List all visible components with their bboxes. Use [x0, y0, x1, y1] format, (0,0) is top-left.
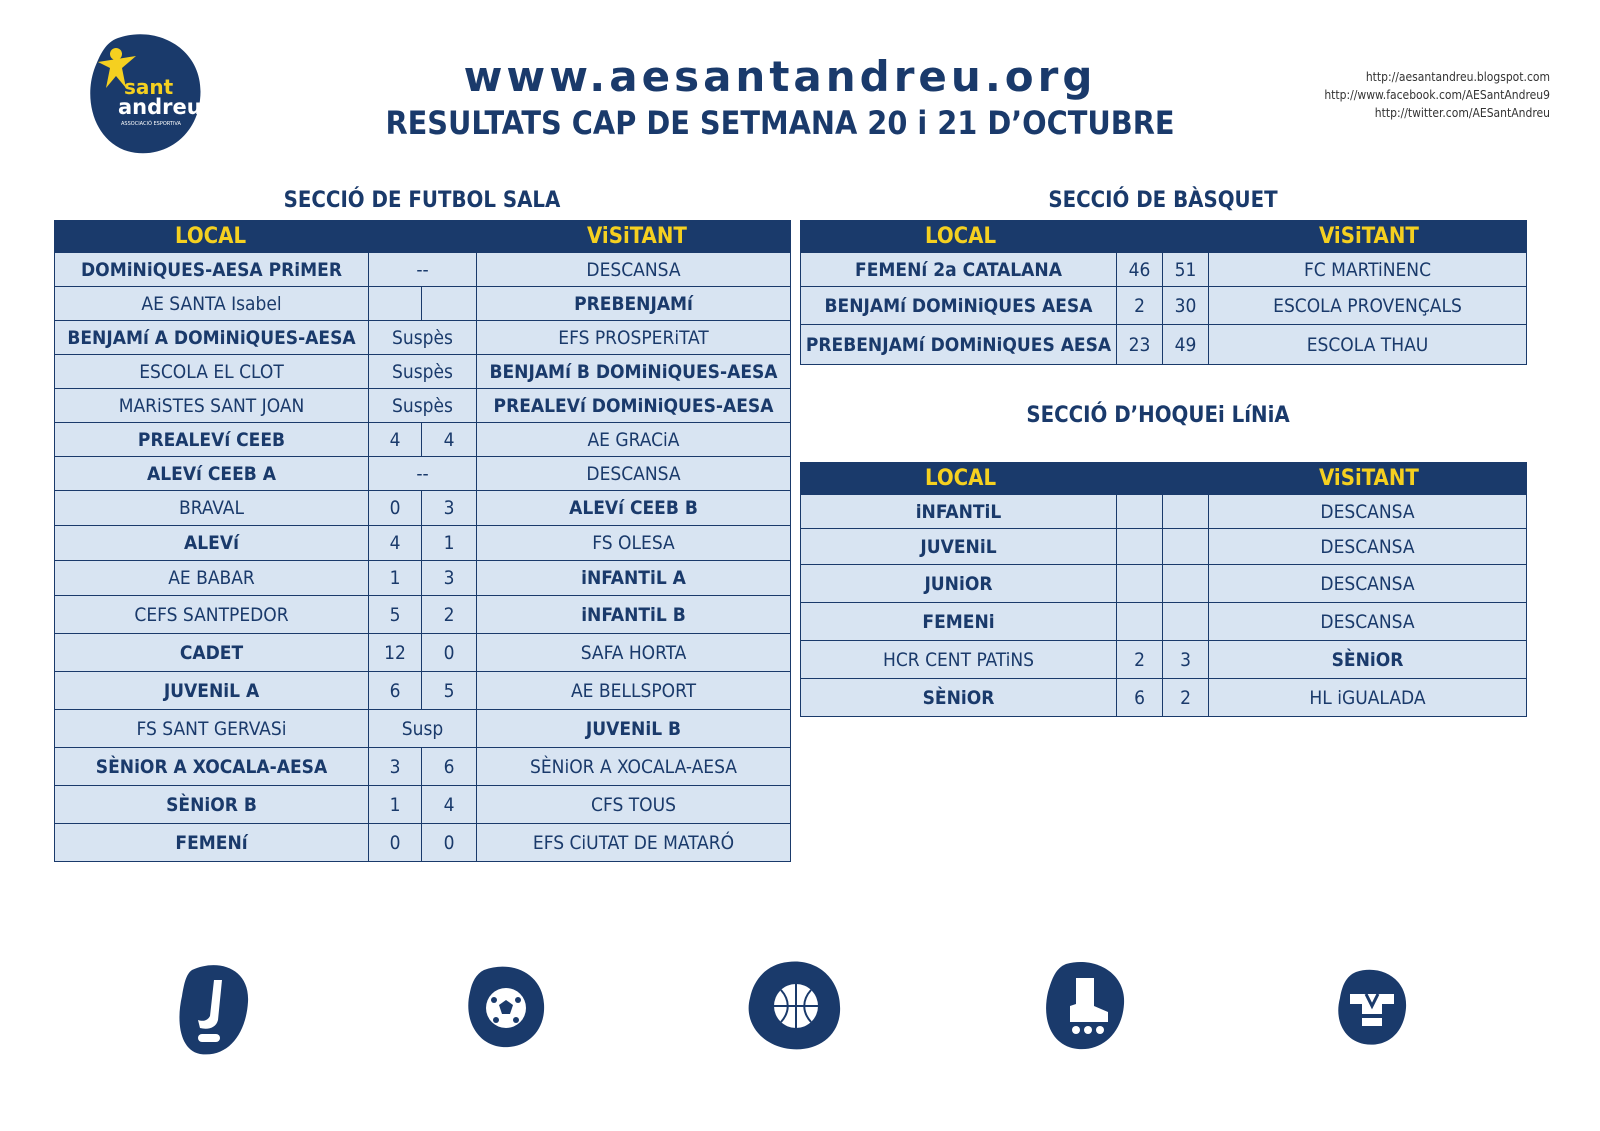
local-team-cell: AE SANTA Isabel [55, 287, 369, 321]
local-team-cell: BENJAMí DOMiNiQUES AESA [801, 287, 1117, 325]
social-links [1324, 68, 1550, 122]
visitant-score-cell: 30 [1163, 287, 1209, 325]
table-row [55, 824, 791, 862]
visitant-team-cell: SAFA HORTA [477, 634, 791, 672]
local-score-cell: 3 [369, 748, 422, 786]
local-team-cell: DOMiNiQUES-AESA PRiMER [55, 253, 369, 287]
local-score-cell: 2 [1117, 287, 1163, 325]
visitant-score-cell: 3 [422, 561, 477, 596]
visitant-score-cell: 3 [422, 491, 477, 526]
visitant-score-cell: 3 [1163, 641, 1209, 679]
local-team-cell: AE BABAR [55, 561, 369, 596]
futbol-results-table [54, 220, 791, 862]
visitant-team-cell: CFS TOUS [477, 786, 791, 824]
table-row [55, 596, 791, 634]
basquet-section-title: SECCIÓ DE BÀSQUET [1048, 188, 1278, 213]
local-score-cell: 4 [369, 423, 422, 457]
local-team-cell: CEFS SANTPEDOR [55, 596, 369, 634]
hoquei-section-title: SECCIÓ D’HOQUEi LíNiA [1026, 403, 1290, 428]
table-row [55, 253, 791, 287]
visitant-score-cell [1163, 565, 1209, 603]
local-score-cell: 6 [369, 672, 422, 710]
table-row [55, 748, 791, 786]
local-score-cell: 4 [369, 526, 422, 561]
local-team-cell: JUVENiL A [55, 672, 369, 710]
logo-line3: ASSOCIACIÓ ESPORTIVA [121, 121, 181, 127]
table-row [55, 491, 791, 526]
local-score-cell [1117, 529, 1163, 565]
table-row [801, 603, 1527, 641]
table-row [801, 679, 1527, 717]
local-score-cell [369, 287, 422, 321]
visitant-team-cell: DESCANSA [1209, 529, 1527, 565]
visitant-score-cell [1163, 495, 1209, 529]
local-team-cell: FS SANT GERVASi [55, 710, 369, 748]
visitant-score-cell [422, 287, 477, 321]
visitant-score-cell: 0 [422, 634, 477, 672]
table-row [55, 786, 791, 824]
blog-link[interactable]: http://aesantandreu.blogspot.com [1365, 70, 1550, 84]
table-row [55, 355, 791, 389]
score-status-cell: -- [369, 253, 477, 287]
visitant-team-cell: FS OLESA [477, 526, 791, 561]
local-header: LOCAL [801, 221, 1117, 253]
visitant-score-cell: 1 [422, 526, 477, 561]
visitant-team-cell: DESCANSA [1209, 565, 1527, 603]
visitant-score-cell: 4 [422, 423, 477, 457]
visitant-score-cell: 6 [422, 748, 477, 786]
local-score-cell [1117, 603, 1163, 641]
local-score-cell: 5 [369, 596, 422, 634]
football-icon [466, 964, 546, 1050]
visitant-score-cell: 5 [422, 672, 477, 710]
visitant-score-cell: 4 [422, 786, 477, 824]
table-row [801, 253, 1527, 287]
local-team-cell: JUVENiL [801, 529, 1117, 565]
visitant-header: ViSiTANT [1209, 463, 1527, 495]
table-row [55, 389, 791, 423]
twitter-link[interactable]: http://twitter.com/AESantAndreu [1374, 106, 1550, 120]
visitant-score-cell: 2 [1163, 679, 1209, 717]
visitant-team-cell: DESCANSA [1209, 495, 1527, 529]
table-row [55, 710, 791, 748]
local-team-cell: iNFANTiL [801, 495, 1117, 529]
local-team-cell: PREBENJAMí DOMiNiQUES AESA [801, 325, 1117, 365]
local-score-cell: 46 [1117, 253, 1163, 287]
local-team-cell: FEMENí [55, 824, 369, 862]
local-team-cell: JUNiOR [801, 565, 1117, 603]
local-score-cell: 12 [369, 634, 422, 672]
visitant-header: ViSiTANT [477, 221, 791, 253]
visitant-team-cell: SÈNiOR A XOCALA-AESA [477, 748, 791, 786]
visitant-team-cell: ALEVí CEEB B [477, 491, 791, 526]
table-row [55, 634, 791, 672]
visitant-team-cell: DESCANSA [477, 253, 791, 287]
local-score-cell [1117, 565, 1163, 603]
table-row [55, 561, 791, 596]
visitant-team-cell: AE BELLSPORT [477, 672, 791, 710]
visitant-score-cell [1163, 603, 1209, 641]
local-team-cell: PREALEVí CEEB [55, 423, 369, 457]
visitant-header: ViSiTANT [1209, 221, 1527, 253]
visitant-team-cell: AE GRACiA [477, 423, 791, 457]
visitant-score-cell: 49 [1163, 325, 1209, 365]
score-header [1117, 221, 1209, 253]
score-header [369, 221, 477, 253]
score-status-cell: Suspès [369, 321, 477, 355]
visitant-team-cell: PREBENJAMí [477, 287, 791, 321]
visitant-team-cell: EFS CiUTAT DE MATARÓ [477, 824, 791, 862]
visitant-team-cell: BENJAMí B DOMiNiQUES-AESA [477, 355, 791, 389]
visitant-score-cell: 0 [422, 824, 477, 862]
visitant-team-cell: JUVENiL B [477, 710, 791, 748]
local-score-cell: 2 [1117, 641, 1163, 679]
table-row [55, 423, 791, 457]
table-row [801, 641, 1527, 679]
score-status-cell: Suspès [369, 389, 477, 423]
local-team-cell: FEMENí 2a CATALANA [801, 253, 1117, 287]
site-title: www.aesantandreu.org [463, 52, 1097, 101]
local-team-cell: SÈNiOR [801, 679, 1117, 717]
basquet-results-table [800, 220, 1527, 365]
local-header: LOCAL [801, 463, 1117, 495]
visitant-team-cell: ESCOLA PROVENÇALS [1209, 287, 1527, 325]
local-team-cell: ESCOLA EL CLOT [55, 355, 369, 389]
table-row [801, 565, 1527, 603]
visitant-team-cell: DESCANSA [477, 457, 791, 491]
score-status-cell: Susp [369, 710, 477, 748]
local-team-cell: HCR CENT PATiNS [801, 641, 1117, 679]
local-team-cell: BENJAMí A DOMiNiQUES-AESA [55, 321, 369, 355]
local-team-cell: FEMENi [801, 603, 1117, 641]
table-row [55, 287, 791, 321]
visitant-score-cell [1163, 529, 1209, 565]
hoquei-results-table [800, 462, 1527, 717]
skate-icon [1044, 960, 1126, 1052]
local-header: LOCAL [55, 221, 369, 253]
visitant-team-cell: iNFANTiL A [477, 561, 791, 596]
table-row [55, 457, 791, 491]
visitant-team-cell: SÈNiOR [1209, 641, 1527, 679]
visitant-team-cell: ESCOLA THAU [1209, 325, 1527, 365]
sport-icons-row [0, 958, 1600, 1068]
local-team-cell: ALEVí [55, 526, 369, 561]
score-status-cell: Suspès [369, 355, 477, 389]
local-team-cell: ALEVí CEEB A [55, 457, 369, 491]
local-team-cell: SÈNiOR A XOCALA-AESA [55, 748, 369, 786]
visitant-team-cell: DESCANSA [1209, 603, 1527, 641]
table-row [801, 529, 1527, 565]
table-row [55, 526, 791, 561]
local-team-cell: SÈNiOR B [55, 786, 369, 824]
score-header [1117, 463, 1209, 495]
hockey-icon [178, 962, 252, 1058]
table-row [801, 325, 1527, 365]
table-row [55, 672, 791, 710]
visitant-score-cell: 51 [1163, 253, 1209, 287]
visitant-team-cell: iNFANTiL B [477, 596, 791, 634]
facebook-link[interactable]: http://www.facebook.com/AESantAndreu9 [1324, 88, 1550, 102]
table-row [55, 321, 791, 355]
logo-line1: sant [124, 75, 174, 99]
local-score-cell: 23 [1117, 325, 1163, 365]
local-score-cell: 6 [1117, 679, 1163, 717]
futbol-section-title: SECCIÓ DE FUTBOL SALA [283, 188, 561, 213]
visitant-team-cell: HL iGUALADA [1209, 679, 1527, 717]
visitant-team-cell: FC MARTiNENC [1209, 253, 1527, 287]
local-score-cell: 1 [369, 561, 422, 596]
table-row [801, 287, 1527, 325]
visitant-team-cell: PREALEVí DOMiNiQUES-AESA [477, 389, 791, 423]
local-team-cell: CADET [55, 634, 369, 672]
visitant-score-cell: 2 [422, 596, 477, 634]
local-score-cell: 1 [369, 786, 422, 824]
table-row [801, 495, 1527, 529]
local-score-cell: 0 [369, 824, 422, 862]
basketball-icon [748, 960, 842, 1052]
score-status-cell: -- [369, 457, 477, 491]
local-score-cell [1117, 495, 1163, 529]
judo-icon [1336, 968, 1408, 1048]
local-team-cell: MARiSTES SANT JOAN [55, 389, 369, 423]
local-team-cell: BRAVAL [55, 491, 369, 526]
local-score-cell: 0 [369, 491, 422, 526]
visitant-team-cell: EFS PROSPERiTAT [477, 321, 791, 355]
page-subtitle: RESULTATS CAP DE SETMANA 20 i 21 D’OCTUBRE [385, 104, 1175, 142]
logo-line2: andreu [118, 95, 202, 119]
